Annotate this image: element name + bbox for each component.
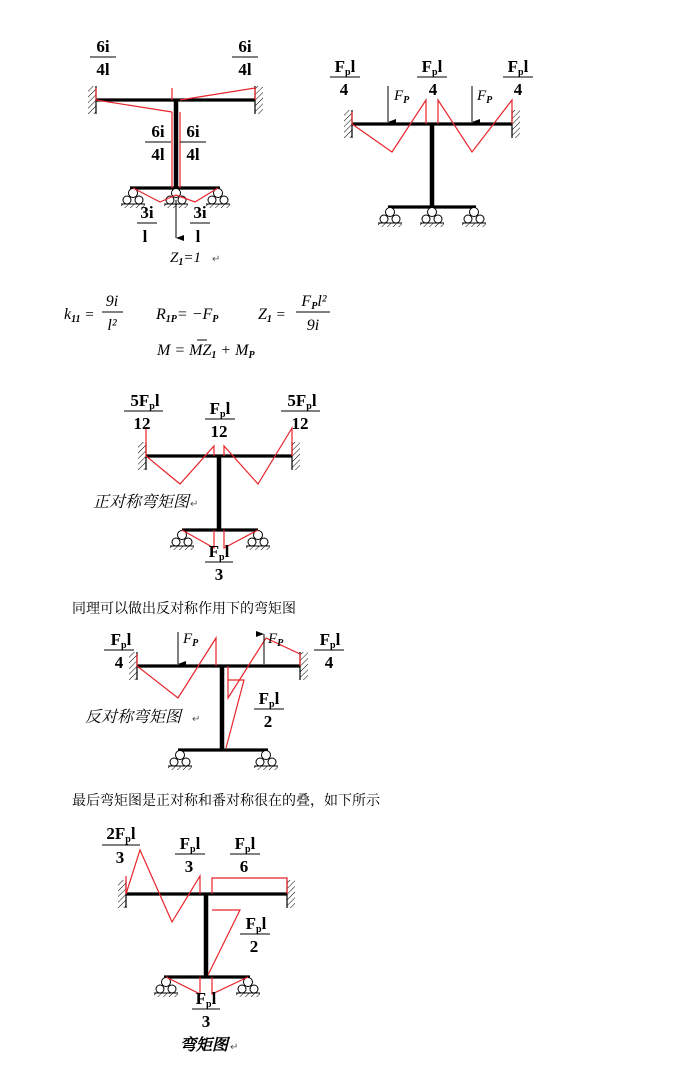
column-moment bbox=[208, 910, 240, 975]
label-top-right-num: 6i bbox=[238, 37, 252, 56]
label-col-num: Fpl bbox=[258, 689, 280, 710]
label-mid-left-den: 4l bbox=[151, 145, 165, 164]
label-left-num: 5Fpl bbox=[130, 391, 160, 412]
diagram-symmetric bbox=[93, 391, 320, 584]
label-bot-left-den: l bbox=[142, 227, 148, 246]
label-bottom-num: Fpl bbox=[195, 989, 217, 1010]
diagram-load-moment bbox=[330, 57, 533, 227]
diagram-unit-moment bbox=[88, 37, 263, 268]
return-mark: ↵ bbox=[230, 1042, 239, 1053]
label-col-den: 2 bbox=[263, 712, 273, 731]
label-right-num: Fpl bbox=[319, 630, 341, 651]
label-bottom-num: Fpl bbox=[208, 542, 230, 563]
column-moment bbox=[226, 680, 244, 748]
load-label-1: $F_P$ bbox=[394, 88, 410, 106]
label-mid-num: Fpl bbox=[421, 57, 443, 78]
load-label-2: $F_P$ bbox=[268, 631, 284, 649]
eq-m-line: M = MZ1 + MP bbox=[157, 342, 255, 361]
load-label-2: $F_P$ bbox=[477, 88, 493, 106]
return-mark: ↵ bbox=[192, 714, 201, 725]
label-mid2-num: Fpl bbox=[234, 834, 256, 855]
label-mid-right-den: 4l bbox=[186, 145, 200, 164]
label-top-right-den: 4l bbox=[238, 60, 252, 79]
label-right-num: 5Fpl bbox=[287, 391, 317, 412]
label-mid-den: 12 bbox=[210, 422, 228, 441]
caption-symmetric: 正对称弯矩图 bbox=[93, 494, 190, 511]
label-mid-left-num: 6i bbox=[151, 122, 165, 141]
label-mid1-den: 3 bbox=[184, 857, 194, 876]
label-mid-den: 4 bbox=[428, 80, 438, 99]
label-left-den: 4 bbox=[114, 653, 124, 672]
eq-z1-num: FPl² bbox=[301, 293, 327, 312]
label-bottom-den: 3 bbox=[201, 1012, 211, 1031]
caption-antisymmetric: 反对称弯矩图 bbox=[85, 709, 182, 726]
label-mid1-num: Fpl bbox=[179, 834, 201, 855]
label-right-den: 4 bbox=[513, 80, 523, 99]
diagram-final bbox=[102, 824, 295, 1054]
label-col-num: Fpl bbox=[245, 914, 267, 935]
caption-final: 弯矩图 bbox=[180, 1037, 229, 1054]
label-col-den: 2 bbox=[249, 937, 259, 956]
label-top-left-den: 4l bbox=[96, 60, 110, 79]
eq-r1p: R1P= −FP bbox=[156, 306, 219, 325]
label-left-num: Fpl bbox=[110, 630, 132, 651]
label-right-den: 12 bbox=[291, 414, 309, 433]
eq-z1-den: 9i bbox=[306, 317, 320, 334]
diagram-antisymmetric bbox=[85, 630, 344, 770]
eq-k11-den: l² bbox=[107, 317, 117, 334]
return-mark: ↵ bbox=[190, 499, 199, 510]
label-mid2-den: 6 bbox=[239, 857, 249, 876]
label-left-den: 3 bbox=[115, 848, 125, 867]
label-top-left-num: 6i bbox=[96, 37, 110, 56]
label-bottom-den: 3 bbox=[214, 565, 224, 584]
label-bot-left-num: 3i bbox=[140, 203, 154, 222]
text-superposition: 最后弯矩图是正对称和番对称很在的叠，如下所示 bbox=[72, 792, 380, 808]
label-left-num: 2Fpl bbox=[106, 824, 136, 845]
label-right-num: Fpl bbox=[507, 57, 529, 78]
eq-z1-lhs: Z1 = bbox=[258, 306, 286, 325]
label-bot-right-num: 3i bbox=[193, 203, 207, 222]
unit-label: $Z_1=1$ bbox=[170, 250, 201, 268]
label-left-den: 12 bbox=[133, 414, 151, 433]
label-mid-right-num: 6i bbox=[186, 122, 200, 141]
return-mark: ↵ bbox=[212, 254, 221, 265]
load-label-1: $F_P$ bbox=[183, 631, 199, 649]
text-antisymmetric-intro: 同理可以做出反对称作用下的弯矩图 bbox=[72, 600, 296, 616]
label-right-den: 4 bbox=[324, 653, 334, 672]
equations bbox=[64, 293, 330, 361]
label-bot-right-den: l bbox=[195, 227, 201, 246]
eq-k11-lhs: k11 = bbox=[64, 306, 95, 325]
lower-moment bbox=[182, 530, 258, 548]
label-mid-num: Fpl bbox=[209, 399, 231, 420]
label-left-den: 4 bbox=[339, 80, 349, 99]
lower-moment bbox=[166, 977, 248, 994]
label-left-num: Fpl bbox=[334, 57, 356, 78]
eq-k11-num: 9i bbox=[105, 293, 119, 310]
